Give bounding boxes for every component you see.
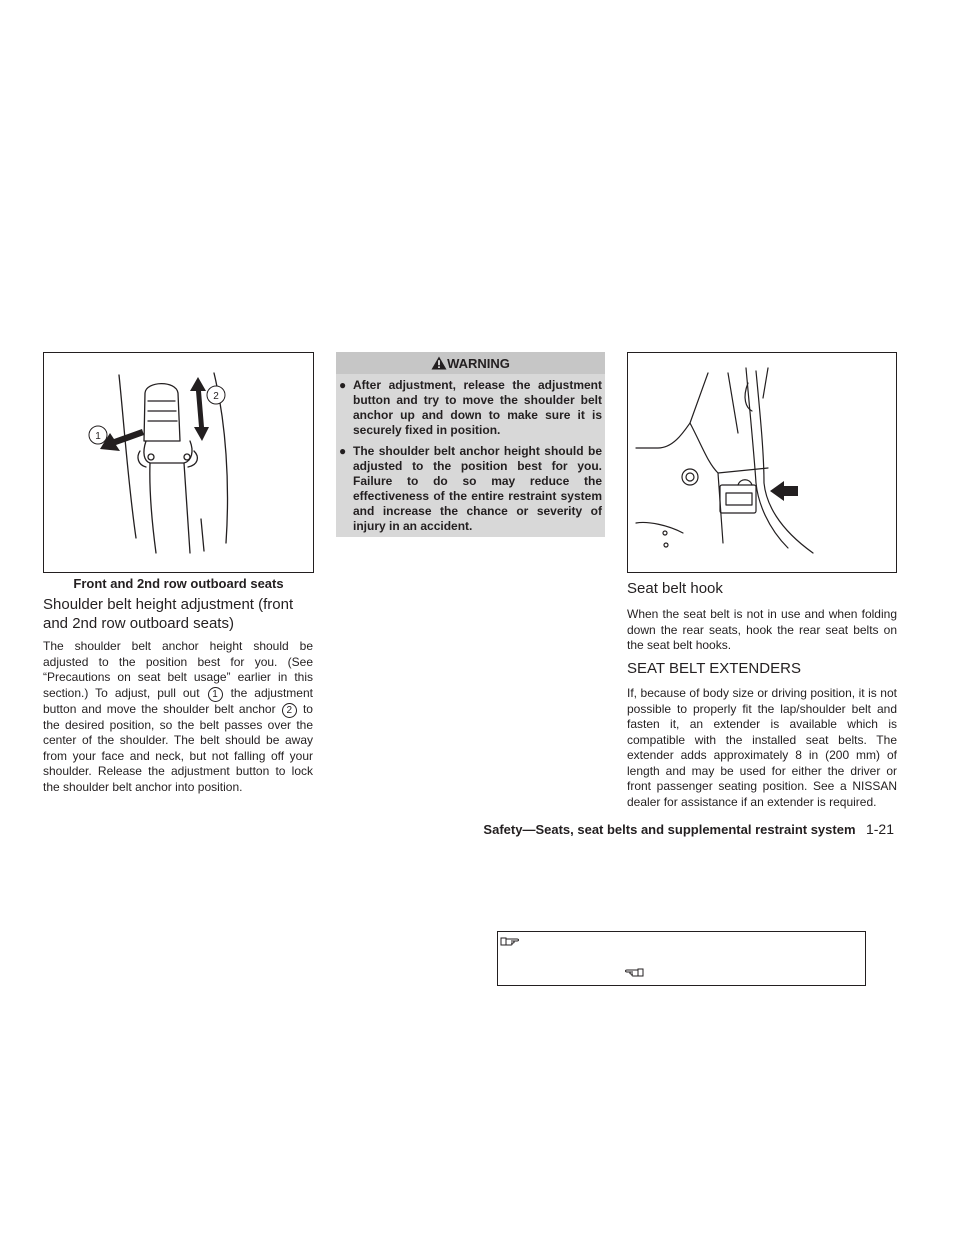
pointing-hand-icon[interactable] — [624, 965, 644, 983]
warning-item-text: After adjustment, release the adjustment button and try to move the shoulder belt anchor up and down to make sure it is securely fixed in position. — [353, 378, 602, 437]
warning-triangle-icon — [431, 356, 447, 370]
seat-belt-extenders-heading: SEAT BELT EXTENDERS — [627, 660, 801, 677]
callout-ref-2: 2 — [282, 703, 297, 718]
seat-belt-hook-illustration — [628, 353, 896, 572]
body-text-part-1: The shoulder belt anchor height should be adjusted to the position best for you. (See “Precautions on seat belt usage” earlier in this section.) To adjust, pull out — [43, 639, 313, 700]
warning-list — [336, 374, 605, 534]
bullet-icon: ● — [339, 378, 347, 392]
body-text-part-3: to the desired position, so the belt passes over the center of the shoulder. The belt should be away from your face and neck, but not falling off your shoulder. Release the adjustment button to lock the shoulder belt anchor into position. — [43, 701, 313, 794]
warning-item — [339, 378, 602, 438]
seat-belt-hook-figure — [627, 352, 897, 573]
footer-section-title: Safety—Seats, seat belts and supplemental restraint system — [483, 822, 856, 837]
pointing-hand-icon[interactable] — [500, 934, 520, 952]
bullet-icon: ● — [339, 444, 347, 458]
shoulder-belt-figure — [43, 352, 314, 573]
seat-belt-hook-body: When the seat belt is not in use and when folding down the rear seats, hook the rear seat belts on the seat belt hooks. — [627, 607, 897, 652]
warning-title: WARNING — [447, 355, 510, 371]
page-footer — [300, 821, 894, 839]
shoulder-belt-heading: Shoulder belt height adjustment (front and 2nd row outboard seats) — [43, 596, 294, 632]
callout-2-label: 2 — [213, 391, 219, 402]
seat-belt-extenders-body: If, because of body size or driving position, it is not possible to properly fit the lap/shoulder belt and fasten it, an extender is available which is compatible with the installed seat belts. The extender adds approximately 8 in (200 mm) of length and may be used for either the driver or front passenger seating position. See a NISSAN dealer for assistance if an extender is required. — [627, 686, 897, 809]
warning-header — [336, 352, 605, 374]
page-number: 1-21 — [865, 821, 894, 837]
seat-belt-hook-heading: Seat belt hook — [627, 580, 723, 597]
callout-1-label: 1 — [95, 431, 101, 442]
callout-ref-1: 1 — [208, 687, 223, 702]
shoulder-belt-illustration — [44, 353, 313, 572]
shoulder-belt-body — [43, 639, 313, 795]
warning-box — [336, 352, 605, 537]
warning-item-text: The shoulder belt anchor height should be adjusted to the position best for you. Failure to do so may reduce the effectiveness of the entire restraint system and increase the chance or severity of injury in an accident. — [353, 444, 602, 533]
figure-caption: Front and 2nd row outboard seats — [73, 576, 284, 591]
navigation-box — [497, 931, 866, 986]
warning-item — [339, 444, 602, 534]
body-text-part-2: the adjustment button and move the shoulder belt anchor — [43, 685, 313, 716]
